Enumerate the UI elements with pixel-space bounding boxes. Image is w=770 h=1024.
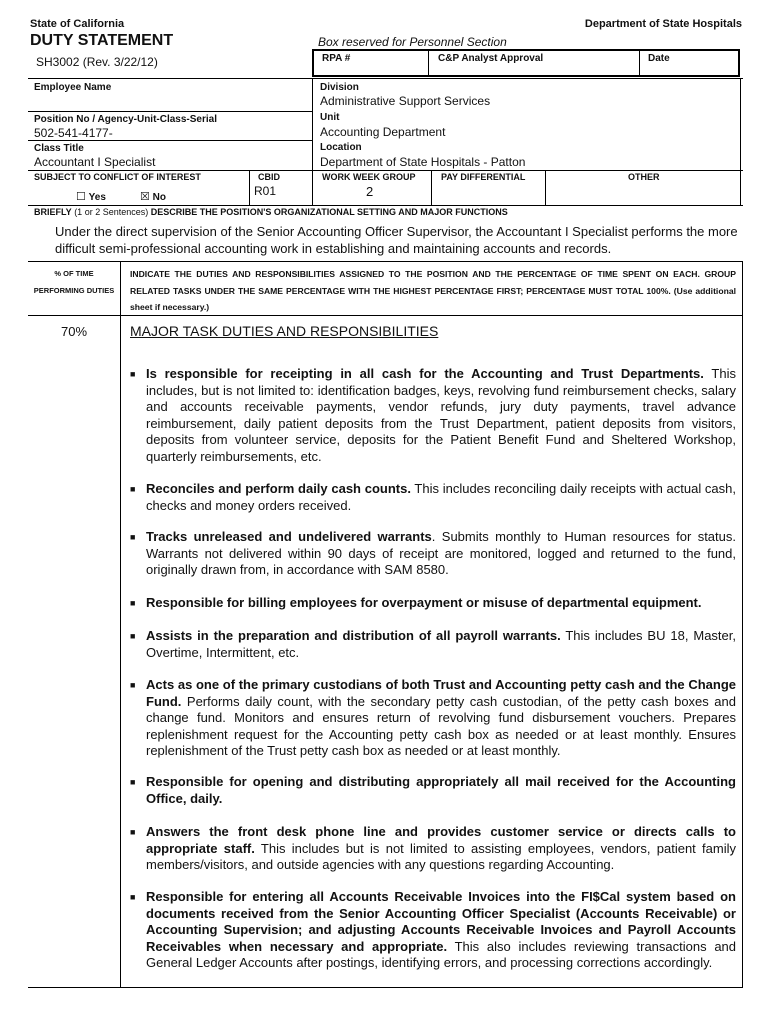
duty-item: ■ Responsible for entering all Accounts Receivable Invoices into the FI$Cal system based on documents received from the Senior Accounting Officer Specialist (Accounts Receivable) or Accounting Supervision; and adjusting Accounts Receivable Invoices and Payroll Accounts Receivables when necessary and appropriate. This also includes reviewing transactions and General Ledger Accounts after postings, identifying errors, and processing corrections accordingly. xyxy=(130,889,737,971)
work-week-group-label: WORK WEEK GROUP xyxy=(322,172,416,182)
cp-analyst-label: C&P Analyst Approval xyxy=(438,53,544,64)
department-label: Department of State Hospitals xyxy=(584,18,742,30)
cbid-value: R01 xyxy=(254,184,277,198)
class-title-value: Accountant I Specialist xyxy=(34,155,156,169)
bullet-icon: ■ xyxy=(130,827,136,837)
duties-heading: MAJOR TASK DUTIES AND RESPONSIBILITIES xyxy=(130,323,439,339)
bullet-icon: ■ xyxy=(130,369,136,379)
coi-no-option[interactable] xyxy=(140,190,166,203)
unit-value: Accounting Department xyxy=(320,125,446,139)
bullet-icon: ■ xyxy=(130,598,136,608)
form-number: SH3002 (Rev. 3/22/12) xyxy=(36,55,158,69)
class-title-label: Class Title xyxy=(34,143,84,154)
duty-item: ■ Responsible for opening and distributing appropriately all mail received for the Accounting Office, daily. xyxy=(130,774,736,806)
pay-differential-label: PAY DIFFERENTIAL xyxy=(441,172,526,182)
employee-name-label: Employee Name xyxy=(34,82,112,93)
bullet-icon: ■ xyxy=(130,631,136,641)
duty-item: ■ Reconciles and perform daily cash counts. This includes reconciling daily receipts with actual cash, checks and money orders received. xyxy=(130,481,736,513)
bullet-icon: ■ xyxy=(130,680,136,690)
unit-label: Unit xyxy=(320,112,340,123)
pct-time-label: % OF TIME xyxy=(54,269,94,278)
yes-label: Yes xyxy=(88,192,106,203)
no-label: No xyxy=(152,192,166,203)
personnel-box xyxy=(312,49,740,77)
division-value: Administrative Support Services xyxy=(320,94,491,108)
bullet-icon: ■ xyxy=(130,892,136,902)
pct-performing-label: PERFORMING DUTIES xyxy=(33,286,115,295)
briefly-text: Under the direct supervision of the Senior Accounting Officer Supervisor, the Accountant I Specialist performs the more difficult semi-professional accounting work in establishing and maintaining accounts and records. xyxy=(55,224,738,256)
yes-checkbox[interactable]: ☐ xyxy=(76,191,86,203)
position-label: Position No / Agency-Unit-Class-Serial xyxy=(34,114,217,125)
location-value: Department of State Hospitals - Patton xyxy=(320,155,526,169)
bullet-icon: ■ xyxy=(130,484,136,494)
location-label: Location xyxy=(320,142,362,153)
date-label: Date xyxy=(648,53,670,64)
duty-item: ■ Answers the front desk phone line and provides customer service or directs calls to appropriate staff. This includes but is not limited to assisting employees, vendors, patient family members/visitors, and outside agencies with any questions regarding Accounting. xyxy=(130,824,737,873)
work-week-group-value: 2 xyxy=(366,184,374,199)
duty-item: ■ Acts as one of the primary custodians of both Trust and Accounting petty cash and the Change Fund. Performs daily count, with the secondary petty cash custodian, of the petty cash boxes and change fund. Monitors and ensures return of revolving fund disbursement vouchers. Prepares replenishment request for the Accounting petty cash box as needed or at least monthly. Ensures replenishment of the Trust petty cash box as needed or at least monthly. xyxy=(130,677,736,759)
rpa-label: RPA # xyxy=(322,53,351,64)
no-checkbox[interactable]: ☒ xyxy=(140,191,150,203)
duty-item: ■ Responsible for billing employees for overpayment or misuse of departmental equipment. xyxy=(130,595,702,610)
coi-yes-option[interactable] xyxy=(76,190,106,203)
bullet-icon: ■ xyxy=(130,777,136,787)
personnel-box-caption: Box reserved for Personnel Section xyxy=(318,35,507,49)
duty-item: ■ Assists in the preparation and distribution of all payroll warrants. This includes BU 18, Master, Overtime, Intermittent, etc. xyxy=(130,628,736,660)
briefly-label: BRIEFLY (1 or 2 Sentences) DESCRIBE THE POSITION'S ORGANIZATIONAL SETTING AND MAJOR FUNCTIONS xyxy=(34,207,508,217)
duties-instructions: INDICATE THE DUTIES AND RESPONSIBILITIES ASSIGNED TO THE POSITION AND THE PERCENTAGE OF TIME SPENT ON EACH. GROUP RELATED TASKS UNDER THE SAME PERCENTAGE WITH THE HIGHEST PERCENTAGE FIRST; PERCENTAGE MUST TOTAL 100%. (Use additional sheet if necessary.) xyxy=(130,269,736,312)
duty-item: ■ Tracks unreleased and undelivered warrants. Submits monthly to Human resources for status. Warrants not delivered within 90 days of receipt are monitored, logged and returned to the fund, originally drawn from, in accordance with SAM 8580. xyxy=(130,529,736,578)
other-label: OTHER xyxy=(628,172,660,182)
document-title: DUTY STATEMENT xyxy=(30,32,174,49)
duty-item: ■ Is responsible for receipting in all cash for the Accounting and Trust Departments. This includes, but is not limited to: identification badges, keys, revolving fund reimbursement checks, salary and accounts receivable payments, vendor refunds, jury duty payments, travel advance reimbursement, daily patient deposits from the Trust Department, patient deposits from visitors, deposits from volunteer service, deposits for the Patient Benefit Fund and Sheltered Workshop, quarterly reimbursements, etc. xyxy=(130,366,736,464)
cbid-label: CBID xyxy=(258,172,280,182)
duty-percentage: 70% xyxy=(60,324,88,339)
division-label: Division xyxy=(320,82,359,93)
coi-label: SUBJECT TO CONFLICT OF INTEREST xyxy=(34,172,201,182)
position-value: 502-541-4177- xyxy=(34,126,113,140)
state-label: State of California xyxy=(30,18,125,30)
bullet-icon: ■ xyxy=(130,532,136,542)
